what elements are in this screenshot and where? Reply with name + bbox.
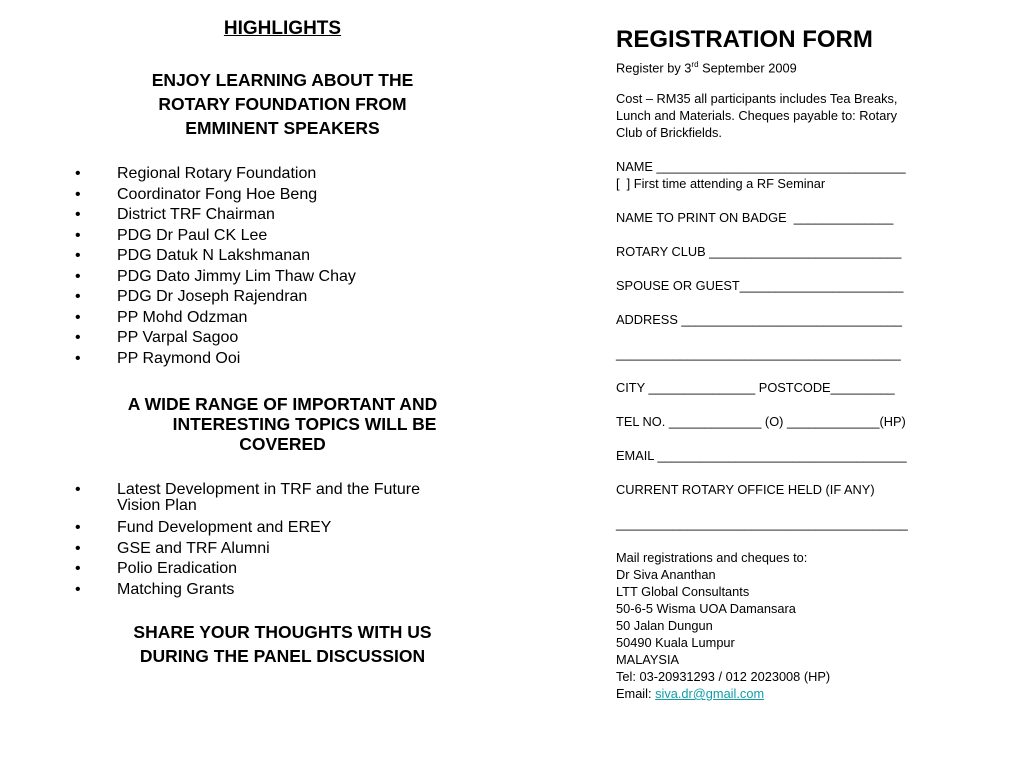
office-field[interactable]: _________________________________________: [616, 516, 908, 531]
list-item: • PDG Dr Joseph Rajendran: [60, 287, 505, 308]
mail-line: 50490 Kuala Lumpur: [616, 635, 735, 650]
intro-line: ROTARY FOUNDATION FROM: [158, 94, 407, 114]
bullet-icon: •: [75, 519, 81, 536]
topics-list: [60, 480, 505, 600]
mail-line: Dr Siva Ananthan: [616, 567, 716, 582]
cost-line: Club of Brickfields.: [616, 125, 722, 140]
bullet-icon: •: [75, 226, 81, 244]
email-line: [616, 685, 764, 702]
list-item: • Coordinator Fong Hoe Beng: [60, 185, 505, 206]
form-title: REGISTRATION FORM: [616, 26, 873, 53]
address-line2-field[interactable]: ________________________________________: [616, 346, 901, 361]
office-label: CURRENT ROTARY OFFICE HELD (IF ANY): [616, 482, 875, 497]
intro-line: ENJOY LEARNING ABOUT THE: [151, 70, 414, 90]
spouse-guest-field[interactable]: SPOUSE OR GUEST_______________________: [616, 278, 904, 293]
topics-heading-line: COVERED: [239, 434, 326, 454]
list-item: • GSE and TRF Alumni: [60, 539, 505, 560]
rotary-club-field[interactable]: ROTARY CLUB ___________________________: [616, 244, 902, 259]
address-field[interactable]: ADDRESS _______________________________: [616, 312, 903, 327]
list-item: • Polio Eradication: [60, 559, 505, 580]
speakers-list: [60, 164, 505, 369]
closing-line: SHARE YOUR THOUGHTS WITH US: [133, 622, 432, 642]
mail-line: Mail registrations and cheques to:: [616, 550, 808, 565]
bullet-icon: •: [75, 288, 81, 305]
list-item: • PDG Datuk N Lakshmanan: [60, 246, 505, 267]
email-link[interactable]: siva.dr@gmail.com: [655, 686, 765, 701]
topics-heading-line: INTERESTING TOPICS WILL BE: [172, 414, 437, 434]
highlights-title: HIGHLIGHTS: [223, 18, 342, 39]
register-by: Register by 3rd September 2009: [616, 60, 797, 76]
bullet-icon: •: [75, 185, 81, 203]
closing-line: DURING THE PANEL DISCUSSION: [139, 646, 426, 666]
bullet-icon: •: [75, 329, 81, 346]
badge-name-field[interactable]: NAME TO PRINT ON BADGE ______________: [616, 210, 894, 225]
bullet-icon: •: [75, 206, 81, 223]
bullet-icon: •: [75, 308, 81, 326]
mail-line: LTT Global Consultants: [616, 584, 750, 599]
list-item: • PDG Dr Paul CK Lee: [60, 226, 505, 247]
bullet-icon: •: [75, 481, 81, 498]
list-item: • Fund Development and EREY: [60, 518, 505, 539]
bullet-icon: •: [75, 539, 81, 557]
mail-line: Tel: 03-20931293 / 012 2023008 (HP): [616, 669, 831, 684]
mail-line: MALAYSIA: [616, 652, 680, 667]
list-item: • District TRF Chairman: [60, 205, 505, 226]
first-time-checkbox[interactable]: [ ] First time attending a RF Seminar: [616, 176, 826, 191]
bullet-icon: •: [75, 580, 81, 598]
email-label: Email:: [616, 686, 656, 701]
cost-line: Cost – RM35 all participants includes Tea Breaks,: [616, 91, 898, 106]
bullet-icon: •: [75, 165, 81, 182]
city-postcode-field[interactable]: CITY _______________ POSTCODE_________: [616, 380, 895, 395]
list-item: • PP Raymond Ooi: [60, 349, 505, 370]
bullet-icon: •: [75, 349, 81, 367]
list-item: • Matching Grants: [60, 580, 505, 601]
intro-line: EMMINENT SPEAKERS: [185, 118, 380, 138]
mail-line: 50-6-5 Wisma UOA Damansara: [616, 601, 796, 616]
bullet-icon: •: [75, 560, 81, 577]
list-item: • Regional Rotary Foundation: [60, 164, 505, 185]
topics-heading-line: A WIDE RANGE OF IMPORTANT AND: [127, 394, 438, 414]
name-field[interactable]: NAME ___________________________________: [616, 159, 906, 174]
bullet-icon: •: [75, 267, 81, 285]
list-item: • PDG Dato Jimmy Lim Thaw Chay: [60, 267, 505, 288]
cost-line: Lunch and Materials. Cheques payable to: Rotary: [616, 108, 897, 123]
list-item: • Latest Development in TRF and the Future Vision Plan: [75, 481, 420, 514]
mail-line: 50 Jalan Dungun: [616, 618, 713, 633]
bullet-icon: •: [75, 247, 81, 264]
list-item: • PP Varpal Sagoo: [60, 328, 505, 349]
tel-field[interactable]: TEL NO. _____________ (O) _____________(HP): [616, 414, 906, 429]
list-item: • PP Mohd Odzman: [60, 308, 505, 329]
email-field[interactable]: EMAIL ___________________________________: [616, 448, 907, 463]
